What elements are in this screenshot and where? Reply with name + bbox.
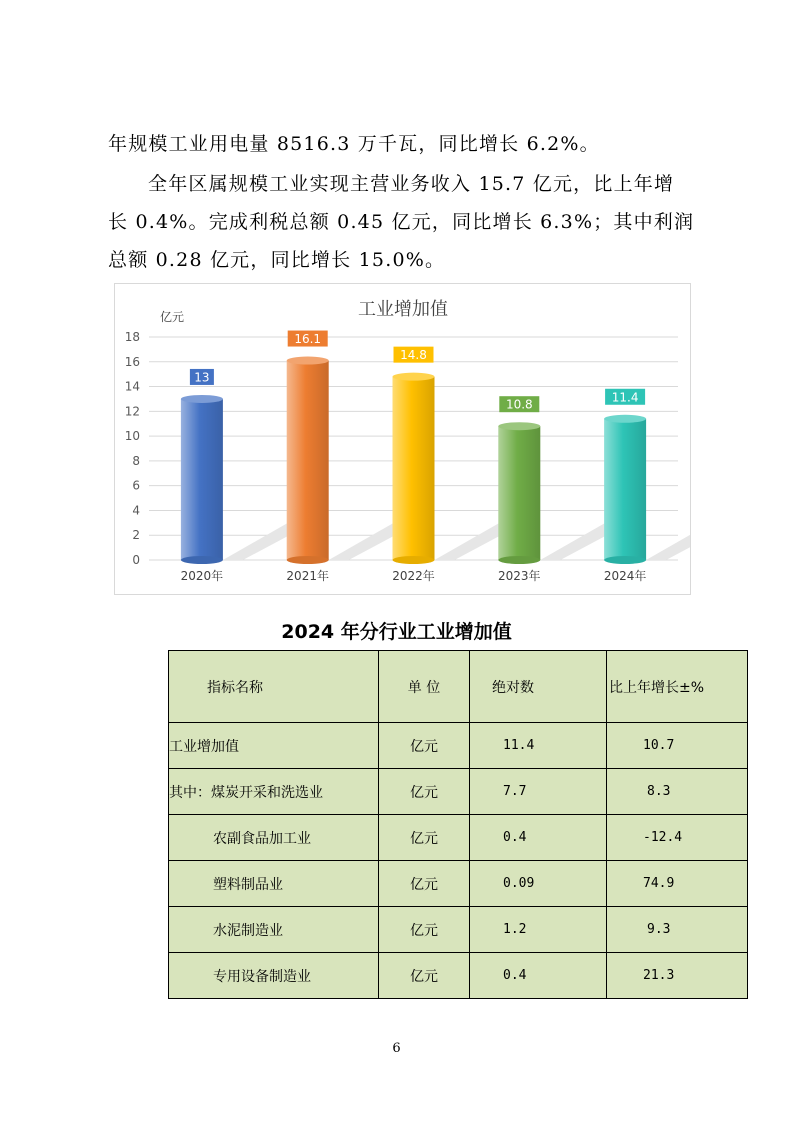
row-unit: 亿元 [379, 723, 470, 769]
bar-2023年 [498, 422, 540, 564]
y-tick-label: 10 [124, 429, 140, 444]
chart-title: 工业增加值 [358, 299, 448, 320]
row-abs: 0.4 [470, 953, 607, 999]
table-row [169, 769, 748, 815]
table-row [169, 907, 748, 953]
row-unit: 亿元 [379, 769, 470, 815]
y-tick-label: 6 [132, 478, 140, 493]
paragraph-line-3: 长 0.4%。完成利税总额 0.45 亿元，同比增长 6.3%；其中利润 [108, 211, 695, 233]
y-tick-label: 2 [132, 528, 140, 543]
bar-2020年 [181, 395, 223, 564]
row-name: 塑料制品业 [169, 861, 379, 907]
page-number: 6 [392, 1041, 401, 1056]
bar-body [498, 426, 540, 560]
row-name: 农副食品加工业 [169, 815, 379, 861]
chart-container [114, 283, 691, 595]
table-row [169, 723, 748, 769]
row-unit: 亿元 [379, 861, 470, 907]
paragraph-line-2: 全年区属规模工业实现主营业务收入 15.7 亿元，比上年增 [148, 173, 675, 195]
data-label: 10.8 [505, 397, 533, 412]
row-growth: 8.3 [607, 769, 748, 815]
row-growth: 10.7 [607, 723, 748, 769]
bar-2024年 [604, 415, 646, 564]
bar-body [604, 419, 646, 560]
y-tick-label: 14 [124, 379, 140, 394]
row-abs: 0.4 [470, 815, 607, 861]
bar-2021年 [287, 357, 329, 564]
row-growth: 74.9 [607, 861, 748, 907]
data-label: 11.4 [611, 390, 639, 405]
table-title: 2024 年分行业工业增加值 [281, 621, 512, 643]
y-tick-label: 0 [132, 553, 140, 567]
bar-body [287, 361, 329, 560]
bar-body [393, 377, 435, 560]
industry-table [168, 650, 748, 999]
bar-base [287, 556, 329, 564]
x-tick-label: 2020年 [180, 569, 224, 583]
header-abs: 绝对数 [470, 651, 607, 723]
row-name: 专用设备制造业 [169, 953, 379, 999]
row-abs: 11.4 [470, 723, 607, 769]
x-tick-label: 2022年 [392, 569, 435, 583]
bar-top [287, 357, 329, 365]
bar-base [498, 556, 540, 564]
row-name: 水泥制造业 [169, 907, 379, 953]
row-unit: 亿元 [379, 953, 470, 999]
header-unit: 单 位 [379, 651, 470, 723]
row-abs: 0.09 [470, 861, 607, 907]
y-tick-label: 12 [124, 404, 140, 419]
y-tick-label: 16 [124, 354, 140, 369]
table-header-row [169, 651, 748, 723]
y-tick-label: 8 [132, 453, 140, 468]
bar-2022年 [393, 373, 435, 564]
row-growth: 21.3 [607, 953, 748, 999]
bar-base [181, 556, 223, 564]
y-tick-label: 18 [124, 330, 140, 344]
bar-top [498, 422, 540, 430]
bar-top [181, 395, 223, 403]
header-growth: 比上年增长±% [607, 651, 748, 723]
x-tick-label: 2023年 [498, 569, 541, 583]
table-row [169, 815, 748, 861]
table-row [169, 861, 748, 907]
row-unit: 亿元 [379, 815, 470, 861]
row-unit: 亿元 [379, 907, 470, 953]
y-tick-label: 4 [132, 503, 140, 518]
row-growth: -12.4 [607, 815, 748, 861]
header-name: 指标名称 [169, 651, 379, 723]
bar-chart [115, 284, 690, 594]
bar-body [181, 399, 223, 560]
paragraph-line-1: 年规模工业用电量 8516.3 万千瓦，同比增长 6.2%。 [108, 133, 600, 155]
table-row [169, 953, 748, 999]
paragraph-line-4: 总额 0.28 亿元，同比增长 15.0%。 [108, 249, 446, 271]
bar-shadow [646, 520, 690, 560]
bar-top [393, 373, 435, 381]
x-tick-label: 2021年 [286, 569, 329, 583]
row-name: 工业增加值 [169, 723, 379, 769]
row-abs: 1.2 [470, 907, 607, 953]
row-name: 其中：煤炭开采和洗选业 [169, 769, 379, 815]
y-axis-unit-label: 亿元 [160, 310, 185, 324]
bar-base [604, 556, 646, 564]
x-tick-label: 2024年 [603, 569, 647, 583]
data-label: 14.8 [400, 348, 427, 363]
bar-top [604, 415, 646, 423]
data-label: 16.1 [294, 332, 322, 347]
bar-base [393, 556, 435, 564]
row-growth: 9.3 [607, 907, 748, 953]
data-label: 13 [194, 370, 210, 385]
row-abs: 7.7 [470, 769, 607, 815]
